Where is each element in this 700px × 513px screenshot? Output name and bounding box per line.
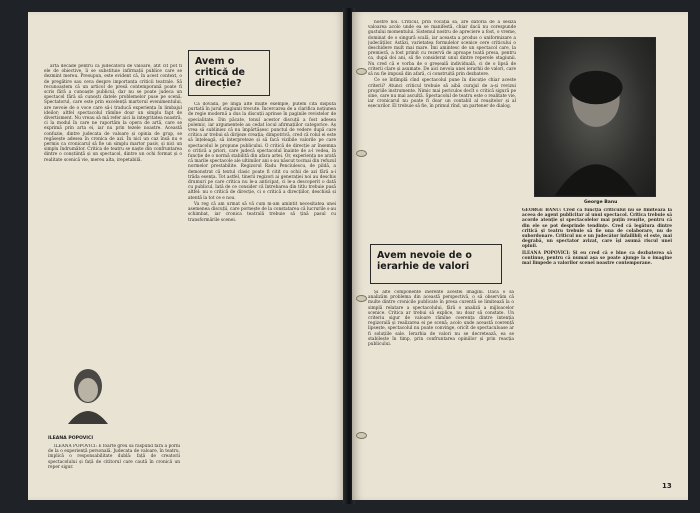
left-column-1: arta decade pentru că judecătorii de valoare, atît cît pot fi ele de obiective, îi se substituie infirmații publice care se dezmint mereu. Presupun, este evident că, în acest context, o de pregătire sau ceva despre importanța criticii teatrale. Să recunoaștem că un articol de presă contemporană poate fi scris fără a cunoaște publicul, dar nu se poate judeca un spectacol fără să cunoști datele problemelor puse pe scenă. Spectatorul, care este prin excelență martorul evenimentului, are nevoie de o voce care să-i traducă experiența în limbajul ideilor; altfel spectacolul rămîne doar un simplu fapt de divertisment. Nu vreau să mă refer aici la integritatea noastră, ci la modul în care ne raportăm la opera de artă, care se exprimă prin arta ei, iar nu prin tezele noastre. Această confuzie, dintre judecata de valoare și opinia de grup, se regăsește adesea în cronica de azi. În nici un caz însă nu e permis ca cronicarul să fie un simplu martor pasiv, și nici un simplu îndrumător. Critica de teatru se naște din confruntarea dintre o conștiință și un spectacol, dintre un ochi format și o realitate scenică vie, mereu alta, irepetabilă. <box>44 64 182 163</box>
right-column-1: nostre noi. Criticul, prin vocația sa, are datoria de a sesiza valoarea acolo unde ea se manifestă, chiar dacă nu corespunde gustului momentului. Sistemul nostru de apreciere a fost, o vreme, dominat de o singură scală, iar aceasta a produs o uniformizare a judecăților. Astăzi, varietatea formulelor scenice cere criticului o deschidere mult mai mare. Îmi amintesc de un spectacol care, la premieră, a fost primit cu rezervă de aproape toată presa, pentru ca, după doi ani, să fie considerat unul dintre reperele stagiunii. Nu cred că e vorba de o greșeală individuală, ci de o lipsă de criterii clare și asumate. De aici nevoia unei ierarhii de valori, care să nu fie impusă din afară, ci construită prin dezbatere. Ce se întîmplă cînd spectacolul pune în discuție chiar aceste criterii? Atunci criticul trebuie să aibă curajul de a-și revizui propriile instrumente. Nimic mai periculos decît o critică sigură pe sine, care nu mai ascultă. Spectacolul de teatru este o realitate vie, iar cronicarul nu poate fi doar un contabil al reușitelor și al eșecurilor. El trebuie să fie, în primul rînd, un partener de dialog. <box>368 20 516 110</box>
article-title-box-2 <box>370 244 502 284</box>
right-column-4: GEORGE BANU: Cred că funcția criticului nu se limitează la aceea de agent publicitar al unui spectacol. Critica trebuie să acorde atenție și spectacolelor mai puțin reușite, pentru că din ele se pot desprinde tendințe. Cred că legătura dintre critică și teatru trebuie să fie una de colaborare, nu de subordonare. Criticul nu e un judecător infailibil; el este, mai degrabă, un spectator avizat, care își asumă riscul unei opinii. ILEANA POPOVICI: Și eu cred că e bine ca dezbaterea să continue, pentru că numai așa se poate ajunge la o imagine mai limpede a valorilor scenei noastre contemporane. <box>522 208 672 267</box>
left-column-2: Ca dovadă, pe lîngă alte multe exemple, putem cita disputa purtată în jurul stagiunii trecute. Încercarea de a clarifica noțiunea de regie modernă a dus la discuții aprinse în paginile revistelor de specialitate. Din păcate, tonul acestor discuții a fost adesea polemic, iar argumentele au cedat locul afirmațiilor categorice. Aș vrea să subliniez că nu împărtășesc punctul de vedere după care critica ar trebui să dirijeze creația; dimpotrivă, cred că rolul ei este să înțeleagă, să interpreteze și să facă vizibile valorile pe care spectacolul le propune publicului. O critică de direcție ar însemna o critică a priori, care judecă spectacolul înainte de a-l vedea, în funcție de o normă stabilită din afara artei. Or, experiența ne arată că marile spectacole ale ultimilor ani s-au născut tocmai din refuzul normelor prestabilite. Regizorul Radu Penciulescu, de pildă, a demonstrat că textul clasic poate fi citit cu ochii de azi fără a-i trăda esența. Tot astfel, tinerii regizori ai generației noi au deschis drumuri pe care critica nu le-a anticipat, ci le-a descoperit o dată cu publicul. Iată de ce consider că întrebarea din titlu trebuie pusă altfel: nu o critică de direcție, ci o critică a direcțiilor, deschisă și atentă la tot ce e nou. Va reg că am urmat să vă cum m-am amintit necesitatea unei asemenea discuții, care pornește de la constatarea că lucrurile s-au schimbat, iar cronica teatrală trebuie să țină pasul cu transformările scenei. <box>188 102 336 223</box>
page-number: 13 <box>662 482 672 490</box>
article-title-box-1 <box>188 50 270 96</box>
binding-ring <box>356 68 367 75</box>
binding-ring <box>356 150 367 157</box>
section-title: Avem nevoie de o ierarhie de valori <box>377 250 472 272</box>
right-page <box>352 12 688 500</box>
left-page <box>28 12 346 500</box>
left-bottom-text: ILEANA POPOVICI: E foarte greu să răspund fără a porni de la o experiență personală. Judecata de valoare, în teatru, implică o responsabilitate dublă: față de creatorii spectacolului și față de cititorul care caută în cronică un reper sigur. <box>48 444 180 470</box>
article-title: Avem o critică de direcție? <box>195 56 245 89</box>
photo-caption: George Banu <box>584 200 618 205</box>
right-column-3: Și alte componente inerente acestei imagini. Dacă o să analizăm problema din această perspectivă, o să observăm că multe dintre cronicile publicate în presa curentă se limitează la o simplă relatare a spectacolului, fără o analiză a mijloacelor scenice. Critica ar trebui să explice, nu doar să constate. Un criteriu sigur de valoare rămîne coerența dintre intenția regizorală și realizarea ei pe scenă; acolo unde această coerență lipsește, spectacolul nu poate convinge, oricît de spectaculoase ar fi soluțiile sale. Ierarhia de valori nu se decretează, ea se stabilește în timp, prin confruntarea opiniilor și prin reacția publicului. <box>368 290 514 348</box>
portrait-caption: ILEANA POPOVICI <box>48 436 94 441</box>
portrait-ileana-popovici <box>62 364 114 424</box>
photo-george-banu <box>534 37 656 197</box>
binding-ring <box>356 432 367 439</box>
binding-ring <box>356 295 367 302</box>
